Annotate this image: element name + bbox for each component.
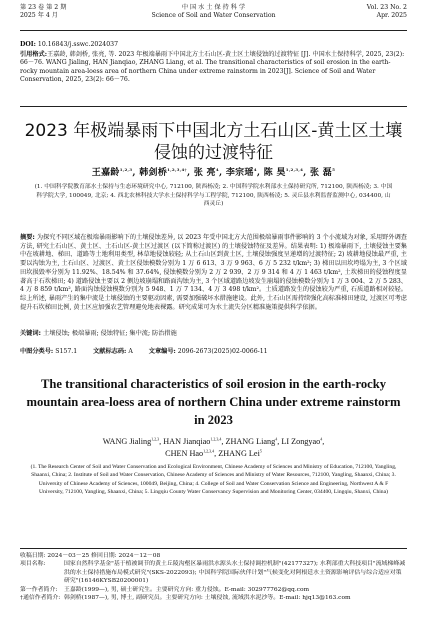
keywords-cn bbox=[20, 330, 407, 339]
author-cn: 张 磊$^5$ bbox=[310, 167, 336, 178]
citation-label: 引用格式: bbox=[20, 51, 48, 58]
header-rule bbox=[20, 30, 407, 31]
citation-rule bbox=[20, 106, 407, 107]
journal-name-cn: 中 国 水 土 保 持 科 学 bbox=[181, 4, 246, 11]
volume-issue-en: Vol. 23 No. 2 bbox=[366, 4, 407, 11]
author-list-cn: 王嘉龄$^{1,2,3}$, 韩剑桥$^{1,2,3,4\dagger}$, 张 亮$^4$, 李宗瑶$^4$, 陈 昊$^{1,2,3,4}$, 张 磊$^5$ bbox=[91, 167, 336, 178]
first-author-label: 第一作者简介: bbox=[20, 586, 58, 593]
date-en: Apr. 2025 bbox=[376, 12, 407, 19]
author-cn: 韩剑桥$^{1,2,3,4\dagger}$ bbox=[139, 167, 187, 178]
journal-name-en: Science of Soil and Water Conservation bbox=[151, 12, 276, 19]
doc-code-value: A bbox=[128, 348, 133, 355]
fund-text: 国家自然科学基金"基于植被调节的黄土丘陵沟壑区暴雨洪水源头水土保持调控机制"(42177327); 水利部重大科技项目"流域梯峰减洪的水土保持措施布局模式研究"(SKS-2022093); 中国科学院国际伙伴计划"气候变化对阿根廷水土资源影响评估与综合适应对策研究"(16146KYSB20200001) bbox=[64, 561, 406, 585]
abstract-cn bbox=[20, 234, 407, 312]
doi-label: DOI: bbox=[20, 41, 36, 48]
author-en: LI Zongyao$^4$ bbox=[281, 436, 323, 446]
doi-value: 10.16843/j.sswc.2024037 bbox=[37, 41, 119, 48]
author-en: HAN Jianqiao$^{1,2,3,4}$ bbox=[163, 436, 222, 446]
citation-cn: 王嘉龄, 韩剑桥, 张亮, 等. 2023 年极端暴雨下中国北方土石山区-黄土区土壤侵蚀的过渡特征 [J]. 中国水土保持科学, 2025, 23(2): 66－76. bbox=[20, 51, 405, 67]
author-cn: 陈 昊$^{1,2,3,4}$ bbox=[263, 167, 304, 178]
affiliations-cn: (1. 中国科学院教育部水土保持与生态环境研究中心, 712100, 陕西杨凌; 2. 中国科学院水利部水土保持研究所, 712100, 陕西杨凌; 3. 中国科学院大学, 100049, 北京; 4. 西北农林科技大学水土保持科学与工程学院, 712100, 陕西杨凌; 5. 灵丘县水利监督监测中心, 034400, 山西灵丘) bbox=[34, 184, 393, 208]
author-en: WANG Jialing$^{1,2,3}$ bbox=[102, 436, 160, 446]
author-en: ZHANG Lei$^5$ bbox=[218, 448, 262, 458]
running-head bbox=[20, 4, 407, 30]
article-title-cn: 2023 年极端暴雨下中国北方土石山区-黄土区土壤侵蚀的过渡特征 bbox=[24, 121, 403, 163]
keywords-text: 土壤侵蚀; 极端暴雨; 侵蚀特征; 集中流; 防治措施 bbox=[43, 330, 177, 337]
running-head-right bbox=[317, 4, 407, 20]
date-cn: 2025 年 4 月 bbox=[20, 12, 58, 19]
abstract-label: 摘要: bbox=[20, 234, 35, 241]
clc-value: S157.1 bbox=[55, 348, 78, 355]
volume-issue-cn: 第 23 卷 第 2 期 bbox=[20, 4, 67, 11]
abstract-text: 为探究不同区域在极端暴雨影响下的土壤侵蚀差异, 以 2023 年受中国北方大范围极端暴雨事件影响的 3 个小流域为对象, 采用野外调查方法, 研究土石山区、黄土区、土石山区-黄土区过渡区 (以下简称过渡区) 的土壤侵蚀特征及差异。结果表明: 1) 极端暴雨下, 土壤侵蚀主要集中在坡耕地、梯田、道路等土地利用类型, 林草地侵蚀较轻; 从土石山区到黄土区, 土壤侵蚀强度呈递增的过渡特征; 2) 坡耕地侵蚀最严重, 主要以沟蚀为主, 土石山区、过渡区、黄土区侵蚀模数分别为 1 万 6 613、3 万 9 963、6 万 5 232 t/km²; 3) 梯田以田坎垮塌为主, 3 个区域田坎损毁率分别为 11.92%、18.54% 和 37.64%, 侵蚀模数分别为 2 万 2 939、2 万 9 314 和 4 万 1 463 t/km², 土坎梯田的侵蚀程度显著高于石坎梯田; 4) 道路侵蚀主要以 2 侧边坡崩塌和路面沟蚀为主, 3 个区域道路边坡发生崩塌的侵蚀模数分别为 1 万 3 004、2 万 5 283、4 万 8 859 t/km², 路面沟蚀侵蚀模数分别为 5 948、1 万 7 134、4 万 3 498 t/km²。土质道路发生的侵蚀较为严重, 石质道路相对较轻。综上所述, 暴雨产生的集中流是土壤侵蚀的主要驱动因素, 需要加强破坏水措施建设。此外, 土石山区需持续强化高标准梯田建设, 过渡区可考虑提升石坎梯田比例, 黄土区应加强农艺管理避免地表裸露。研究成果可为水土流失分区精准施策提供科学依据。 bbox=[20, 234, 407, 311]
author-en: ZHANG Liang$^4$ bbox=[225, 436, 278, 446]
first-author-note bbox=[20, 586, 407, 594]
author-cn: 张 亮$^4$ bbox=[193, 167, 219, 178]
author-list-en: WANG Jialing$^{1,2,3}$, HAN Jianqiao$^{1,2,3,4}$, ZHANG Liang$^4$, LI Zongyao$^4$, CHEN Hao$^{1,2,3,4}$, ZHANG Lei$^5$ bbox=[102, 436, 325, 458]
corresponding-author-label: †通信作者简介: bbox=[20, 595, 61, 602]
author-en: CHEN Hao$^{1,2,3,4}$ bbox=[165, 448, 215, 458]
affiliations-en: (1. The Research Center of Soil and Water Conservation and Ecological Environment, Chinese Academy of Sciences and Ministry of Education, 712100, Yangling, Shaanxi, China; 2. Institute of Soil and Water Conservation, Chinese Academy of Sciences and Ministry of Water Resources, 712100, Yangling, Shaanxi, China; 3. University of Chinese Academy of Sciences, 100049, Beijing, China; 4. College of Soil and Water Conservation Science and Engineering, Northwest A & F University, 712100, Yangling, Shaanxi, China; 5. Lingqiu County Water Conservancy Supervision and Monitoring Center, 034400, Lingqiu, Shanxi, China) bbox=[30, 464, 397, 496]
article-title-en: The transitional characteristics of soil erosion in the earth-rocky mountain area-loess area of northern China under extreme rainstorm in 2023 bbox=[26, 377, 401, 427]
corresponding-author-text: 韩剑桥(1987—), 男, 博士, 副研究员。主要研究方向: 土壤侵蚀, 流域洪水泥沙等。E-mail: hjq13@163.com bbox=[64, 595, 351, 602]
keywords-label: 关键词: bbox=[20, 330, 42, 337]
fund-note bbox=[20, 560, 407, 585]
footnote-rule bbox=[20, 548, 407, 549]
received-revised-dates: 收稿日期: 2024－03－25 修回日期: 2024－12－08 bbox=[20, 553, 161, 559]
author-cn: 王嘉龄$^{1,2,3}$ bbox=[91, 167, 133, 178]
doi-line bbox=[20, 41, 407, 49]
classification-row bbox=[20, 348, 407, 357]
citation-block bbox=[20, 51, 407, 85]
first-author-text: 王嘉龄(1999—), 男, 硕士研究生。主要研究方向: 重力侵蚀。E-mail: 302977762@qq.com bbox=[64, 586, 310, 593]
corresponding-author-note bbox=[20, 594, 407, 602]
fund-label: 项目名称: bbox=[20, 561, 46, 568]
author-cn: 李宗瑶$^4$ bbox=[225, 167, 257, 178]
doc-code-label: 文献标志码: bbox=[93, 348, 127, 355]
footnotes bbox=[20, 552, 407, 602]
article-number-value: 2096-2673(2025)02-0066-11 bbox=[177, 348, 268, 355]
citation-en: WANG Jialing, HAN Jianqiao, ZHANG Liang, et al. The transitional characteristics of soil erosion in the earth-rocky mountain area-loess area of northern China under extreme rainstorm in 2023[J]. Science of Soil and Water Conservation, 2025, 23(2): 66－76. bbox=[20, 59, 391, 84]
clc-label: 中图分类号: bbox=[20, 348, 54, 355]
article-number-label: 文章编号: bbox=[148, 348, 176, 355]
